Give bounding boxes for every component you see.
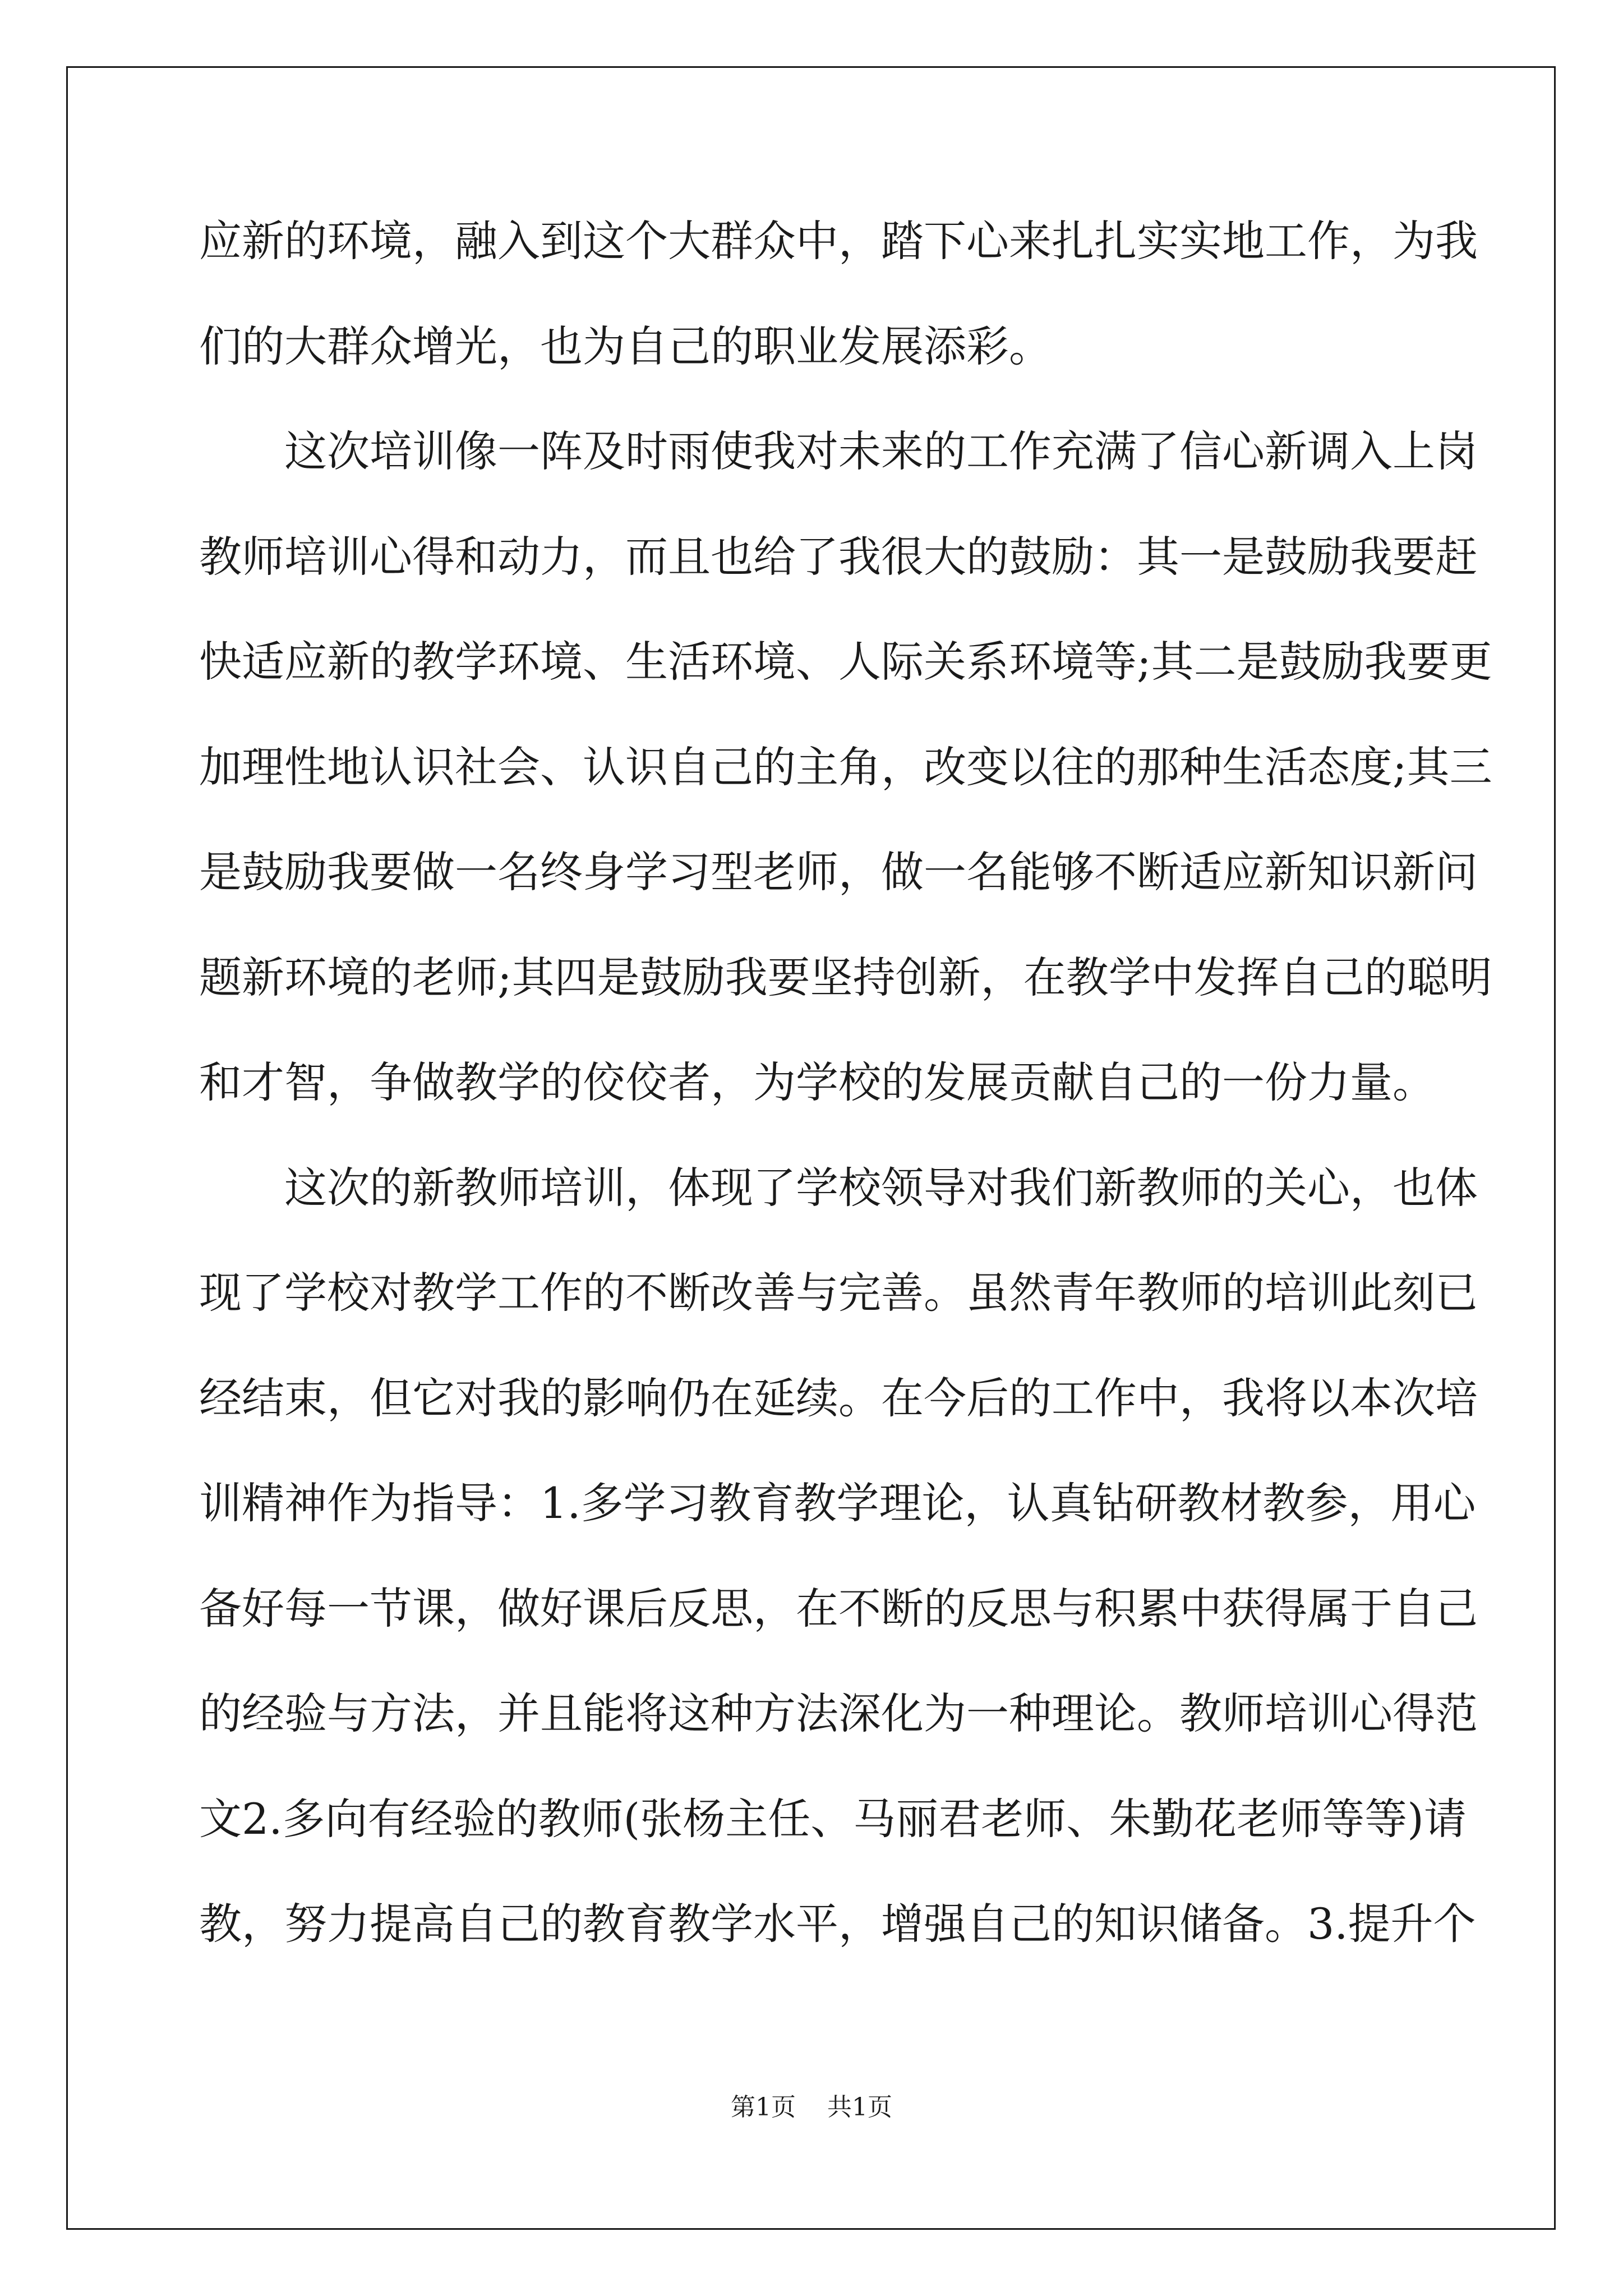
document-body xyxy=(199,210,1492,1999)
text-line: 这 次 的 新 教 师 培 训 ， 体 现 了 学 校 领 导 对 我 们 新 教 师 的 关 心 ， 也 体 xyxy=(284,1162,1478,1213)
text-line: 教 师 培 训 心 得 和 动 力 ， 而 且 也 给 了 我 很 大 的 鼓 励 ： 其 一 是 鼓 励 我 要 赶 xyxy=(199,531,1478,582)
text-line: 经 结 束 ， 但 它 对 我 的 影 响 仍 在 延 续 。 在 今 后 的 工 作 中 ， 我 将 以 本 次 培 xyxy=(199,1373,1478,1423)
text-line: 是 鼓 励 我 要 做 一 名 终 身 学 习 型 老 师 ， 做 一 名 能 够 不 断 适 应 新 知 识 新 问 xyxy=(199,847,1478,897)
text-line: 教 ， 努 力 提 高 自 己 的 教 育 教 学 水 平 ， 增 强 自 己 的 知 识 储 备 。 3 . 提 升 个 xyxy=(199,1899,1476,1949)
text-line: 的 经 验 与 方 法 ， 并 且 能 将 这 种 方 法 深 化 为 一 种 理 论 。 教 师 培 训 心 得 范 xyxy=(199,1688,1478,1738)
page-footer xyxy=(0,2087,1623,2123)
text-line: 们的大群众增光，也为自己的职业发展添彩。 xyxy=(199,321,1052,371)
text-line: 这 次 培 训 像 一 阵 及 时 雨 使 我 对 未 来 的 工 作 充 满 了 信 心 新 调 入 上 岗 xyxy=(284,426,1478,476)
text-line: 和才智，争做教学的佼佼者，为学校的发展贡献自己的一份力量。 xyxy=(199,1057,1435,1107)
text-line: 现 了 学 校 对 教 学 工 作 的 不 断 改 善 与 完 善 。 虽 然 青 年 教 师 的 培 训 此 刻 已 xyxy=(199,1268,1478,1318)
text-line: 文 2 . 多 向 有 经 验 的 教 师 ( 张 杨 主 任 、 马 丽 君 老 师 、 朱 勤 花 老 师 等 等 ) 请 xyxy=(199,1793,1467,1844)
text-line: 快 适 应 新 的 教 学 环 境 、 生 活 环 境 、 人 际 关 系 环 境 等 ; 其 二 是 鼓 励 我 要 更 xyxy=(199,637,1492,687)
text-line: 训 精 神 作 为 指 导 ： 1 . 多 学 习 教 育 教 学 理 论 ， 认 真 钻 研 教 材 教 参 ， 用 心 xyxy=(199,1478,1476,1528)
page-total: 共1页 xyxy=(827,2093,892,2122)
text-line: 备 好 每 一 节 课 ， 做 好 课 后 反 思 ， 在 不 断 的 反 思 与 积 累 中 获 得 属 于 自 己 xyxy=(199,1583,1478,1634)
page-number: 第1页 xyxy=(731,2093,796,2122)
text-line: 应 新 的 环 境 ， 融 入 到 这 个 大 群 众 中 ， 踏 下 心 来 扎 扎 实 实 地 工 作 ， 为 我 xyxy=(199,216,1478,266)
text-line: 题 新 环 境 的 老 师 ; 其 四 是 鼓 励 我 要 坚 持 创 新 ， 在 教 学 中 发 挥 自 己 的 聪 明 xyxy=(199,952,1492,1002)
text-line: 加 理 性 地 认 识 社 会 、 认 识 自 己 的 主 角 ， 改 变 以 往 的 那 种 生 活 态 度 ; 其 三 xyxy=(199,742,1492,792)
